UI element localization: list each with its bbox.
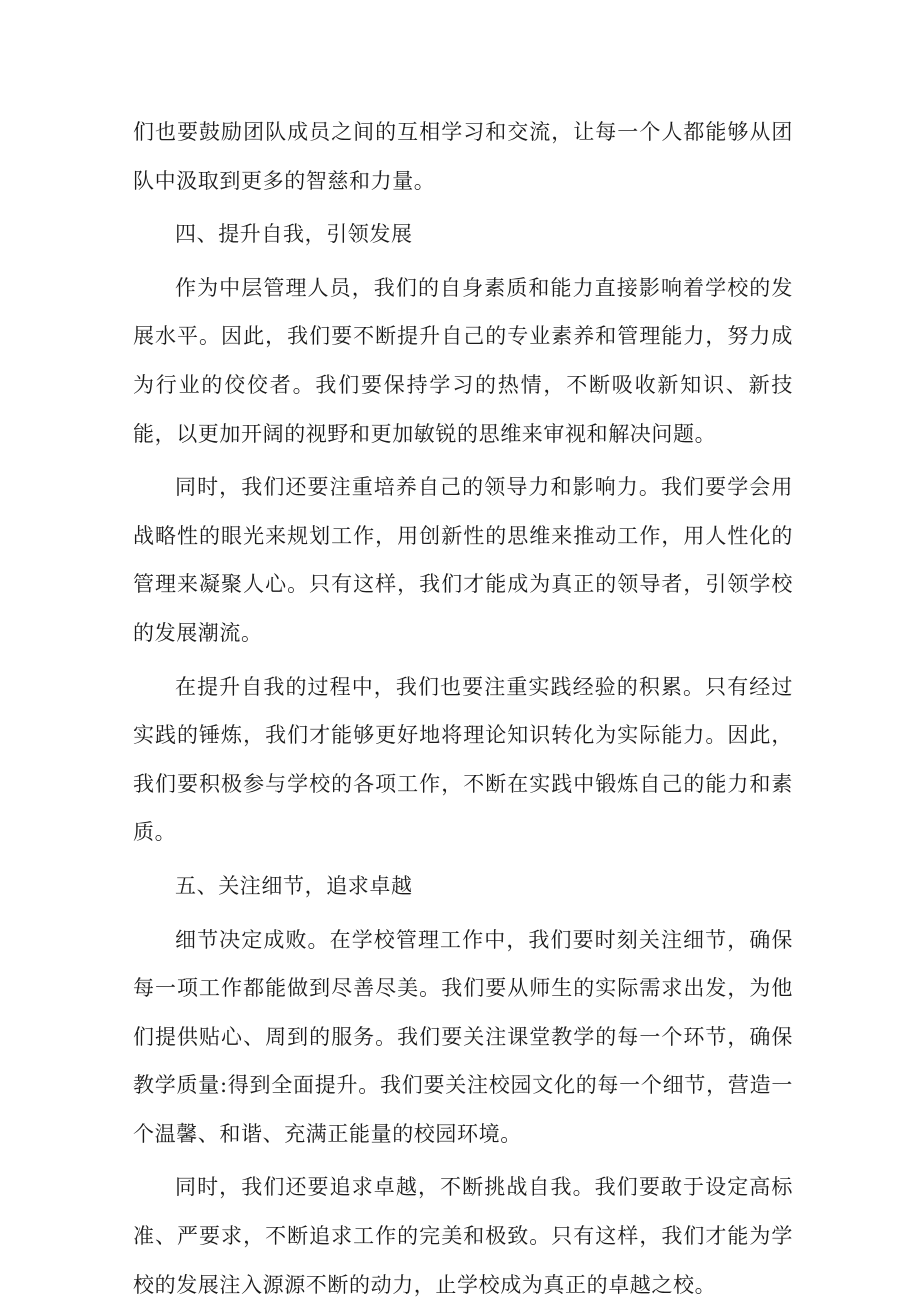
section-heading-5: 五、关注细节，追求卓越 [175, 873, 413, 898]
section-heading-4: 四、提升自我，引领发展 [175, 222, 413, 247]
document-body [133, 108, 793, 1314]
paragraph: 同时，我们还要追求卓越，不断挑战自我。我们要敢于设定高标准、严要求，不断追求工作的完美和极致。只有这样，我们才能为学校的发展注入源源不断的动力，止学校成为真正的卓越之校。 [133, 1175, 793, 1297]
paragraph: 在提升自我的过程中，我们也要注重实践经验的积累。只有经过实践的锤炼，我们才能够更好地将理论知识转化为实际能力。因此，我们要积极参与学校的各项工作，不断在实践中锻炼自己的能力和素质。 [133, 674, 793, 845]
paragraph: 作为中层管理人员，我们的自身素质和能力直接影响着学校的发展水平。因此，我们要不断提升自己的专业素养和管理能力，努力成为行业的佼佼者。我们要保持学习的热情，不断吸收新知识、新技能，以更加开阔的视野和更加敏锐的思维来审视和解决问题。 [133, 275, 793, 446]
paragraph: 同时，我们还要注重培养自己的领导力和影响力。我们要学会用战略性的眼光来规划工作，用创新性的思维来推动工作，用人性化的管理来凝聚人心。只有这样，我们才能成为真正的领导者，引领学校的发展潮流。 [133, 475, 793, 645]
paragraph-continuation: 们也要鼓励团队成员之间的互相学习和交流，让每一个人都能够从团队中汲取到更多的智慈和力量。 [133, 120, 793, 193]
paragraph: 细节决定成败。在学校管理工作中，我们要时刻关注细节，确保每一项工作都能做到尽善尽美。我们要从师生的实际需求出发，为他们提供贴心、周到的服务。我们要关注课堂教学的每一个环节，确保教学质量:得到全面提升。我们要关注校园文化的每一个细节，营造一个温馨、和谐、充满正能量的校园环境。 [133, 927, 793, 1146]
